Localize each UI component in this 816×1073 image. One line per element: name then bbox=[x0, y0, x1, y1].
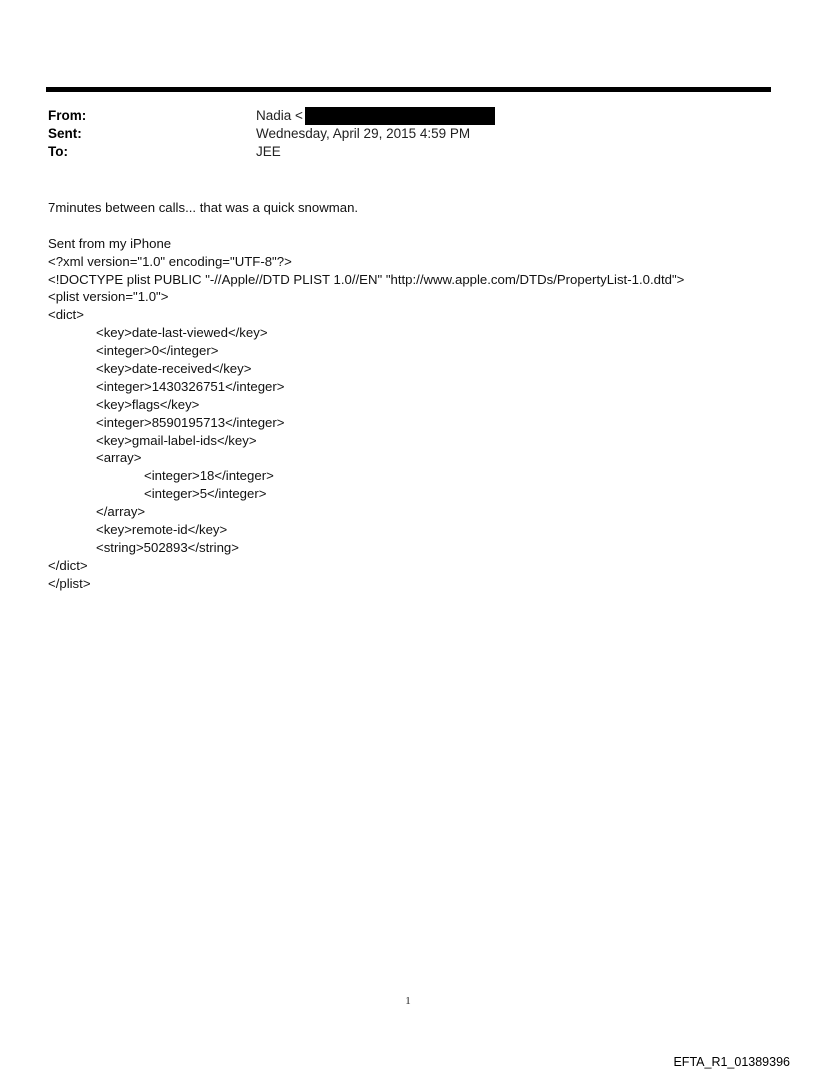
plist-line: </array> bbox=[96, 504, 146, 520]
plist-line: <key>remote-id</key> bbox=[96, 522, 228, 538]
plist-line: <?xml version="1.0" encoding="UTF-8"?> bbox=[48, 253, 292, 269]
sent-row bbox=[48, 125, 748, 143]
plist-line: <integer>8590195713</integer> bbox=[96, 414, 285, 430]
plist-line: <plist version="1.0"> bbox=[48, 289, 169, 305]
signature-text: Sent from my iPhone bbox=[48, 235, 172, 251]
plist-line: <key>gmail-label-ids</key> bbox=[96, 432, 257, 448]
plist-line: <key>flags</key> bbox=[96, 396, 200, 412]
from-name: Nadia < bbox=[256, 108, 303, 123]
from-label: From: bbox=[48, 108, 87, 123]
message-text: 7minutes between calls... that was a quick snowman. bbox=[48, 200, 359, 215]
email-body bbox=[48, 199, 768, 593]
plist-line: <key>date-last-viewed</key> bbox=[96, 325, 268, 341]
from-row bbox=[48, 107, 748, 125]
to-row bbox=[48, 143, 748, 161]
sent-label: Sent: bbox=[48, 126, 82, 141]
plist-line: <integer>0</integer> bbox=[96, 343, 219, 359]
bates-number: EFTA_R1_01389396 bbox=[673, 1055, 790, 1069]
plist-line: <integer>18</integer> bbox=[144, 468, 274, 484]
blank-line bbox=[48, 217, 768, 235]
page-number: 1 bbox=[405, 995, 411, 1007]
to-value: JEE bbox=[256, 144, 281, 159]
to-label: To: bbox=[48, 144, 68, 159]
from-value bbox=[256, 107, 495, 125]
plist-line: <array> bbox=[96, 450, 142, 466]
plist-line: <integer>5</integer> bbox=[144, 486, 267, 502]
redaction-box bbox=[305, 107, 495, 125]
plist-line: <dict> bbox=[48, 307, 84, 323]
header-divider-rule bbox=[46, 87, 771, 92]
plist-line: </dict> bbox=[48, 557, 88, 573]
plist-line: <key>date-received</key> bbox=[96, 361, 252, 377]
plist-line: <integer>1430326751</integer> bbox=[96, 378, 285, 394]
plist-line: <string>502893</string> bbox=[96, 539, 239, 555]
plist-line: <!DOCTYPE plist PUBLIC "-//Apple//DTD PLIST 1.0//EN" "http://www.apple.com/DTDs/PropertyList-1.0.dtd"> bbox=[48, 271, 685, 287]
sent-value: Wednesday, April 29, 2015 4:59 PM bbox=[256, 126, 471, 141]
email-header bbox=[48, 107, 748, 161]
plist-line: </plist> bbox=[48, 575, 91, 591]
